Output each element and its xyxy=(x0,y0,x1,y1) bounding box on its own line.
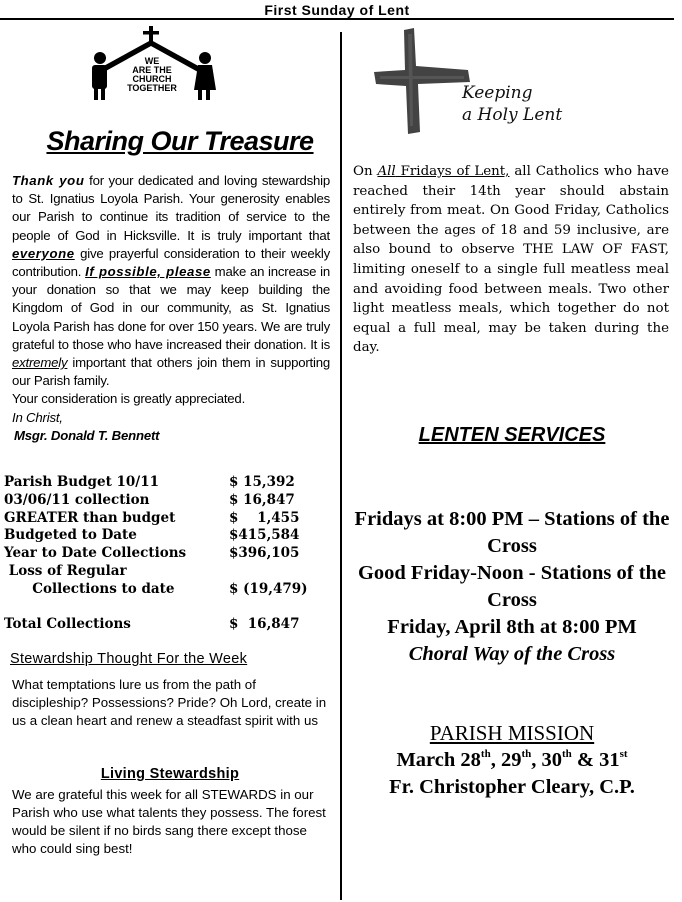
date: March 28 xyxy=(396,749,481,771)
finance-row xyxy=(4,474,324,492)
letter-text: give prayerful consideration to their weekly contribution. xyxy=(12,245,330,280)
fast-fridays: Fridays of Lent, xyxy=(395,164,510,179)
living-stewardship-text: We are grateful this week for all STEWARDS in our Parish who use what talents they possess. The forest would be silent if no birds sang there except those who could sing best! xyxy=(12,787,326,856)
stewardship-thought-heading: Stewardship Thought For the Week xyxy=(10,651,248,667)
service-item: Good Friday-Noon - Stations of the Cross xyxy=(357,562,667,611)
service-item: Friday, April 8th at 8:00 PM xyxy=(387,616,637,638)
signature: Msgr. Donald T. Bennett xyxy=(14,427,160,443)
emphasis-everyone: everyone xyxy=(12,245,75,261)
ordinal: th xyxy=(521,748,532,760)
holy-lent-cross-graphic xyxy=(370,26,640,136)
fast-abstinence-text xyxy=(353,162,669,358)
finance-row xyxy=(4,599,324,617)
finance-table xyxy=(4,474,324,634)
fast-all: All xyxy=(377,164,396,179)
thank-you: Thank you xyxy=(12,173,85,188)
finance-label: Parish Budget 10/11 xyxy=(4,474,160,490)
finance-value: $396,105 xyxy=(229,545,300,562)
logo-text: WE xyxy=(144,56,160,66)
graphic-text: a Holy Lent xyxy=(462,105,563,125)
finance-row xyxy=(4,510,324,528)
finance-row xyxy=(4,581,324,599)
stewardship-thought-text: What temptations lure us from the path of discipleship? Possessions? Pride? Oh Lord, create in us a clean heart and renew a steadfast spirit with us xyxy=(12,677,327,728)
section-title: Sharing Our Treasure xyxy=(46,126,314,156)
letter-text: important that others join them in supporting our Parish family. xyxy=(12,355,330,389)
emphasis-extremely: extremely xyxy=(12,355,68,371)
finance-label: Budgeted to Date xyxy=(4,527,137,544)
svg-text:TOGETHER: TOGETHER xyxy=(127,83,177,93)
finance-label: Loss of Regular xyxy=(4,562,127,579)
mission-heading: PARISH MISSION xyxy=(429,721,595,745)
finance-value: $ 15,392 xyxy=(229,474,295,490)
lenten-services-heading: LENTEN SERVICES xyxy=(418,424,606,446)
svg-text:CHURCH: CHURCH xyxy=(132,74,172,84)
finance-label: 03/06/11 collection xyxy=(4,491,150,508)
finance-value: $415,584 xyxy=(229,527,300,544)
letter-text: make an increase in your donation so that we may keep building the Kingdom of God in our community, as St. Ignatius Loyola Parish has done for over 150 years. We are truly grateful to those who have increased their donation. It is xyxy=(12,264,330,352)
letter-text: for your dedicated and loving stewardship to St. Ignatius Loyola Parish. Your generosity enables our Parish to continue its tradition of service to the people of God in Hicksville. It is truly important that xyxy=(12,173,330,243)
finance-label: Collections to date xyxy=(4,580,175,597)
lenten-services-list xyxy=(342,506,682,668)
in-christ: In Christ, xyxy=(12,409,63,425)
finance-value: $ 16,847 xyxy=(229,491,295,508)
ordinal: th xyxy=(480,748,491,760)
finance-value: $ 16,847 xyxy=(229,616,300,633)
choral-way: Choral Way of the Cross xyxy=(408,643,616,665)
finance-row xyxy=(4,563,324,581)
finance-label xyxy=(4,599,229,617)
finance-row xyxy=(4,616,324,634)
finance-row xyxy=(4,492,324,510)
closing: Your consideration is greatly appreciated. xyxy=(12,391,246,407)
ordinal: st xyxy=(619,748,628,760)
emphasis-if-possible: If possible, please xyxy=(85,264,211,280)
page-header: First Sunday of Lent xyxy=(0,0,674,20)
mission-dates xyxy=(342,747,682,774)
finance-label: Year to Date Collections xyxy=(4,545,187,562)
fast-text: all Catholics who have reached their 14th year should abstain entirely from meat. On Good Friday, Catholics between the ages of 18 and 59 inclusive, are also bound to observe THE LAW OF FAST, limiting oneself to a single full meatless meal and avoiding food between meals. Two other light meatless meals, which together do not equal a full meal, may be taken during the day. xyxy=(353,164,669,356)
finance-label: Total Collections xyxy=(4,616,131,633)
date: & 31 xyxy=(571,749,620,771)
finance-value: $ (19,479) xyxy=(229,580,308,597)
finance-label: GREATER than budget xyxy=(4,509,176,526)
ordinal: th xyxy=(561,748,572,760)
church-together-logo xyxy=(88,26,218,102)
parish-mission xyxy=(342,720,682,801)
mission-preacher: Fr. Christopher Cleary, C.P. xyxy=(389,776,635,798)
living-stewardship-heading: Living Stewardship xyxy=(100,766,240,782)
service-item: Fridays at 8:00 PM – Stations of the Cross xyxy=(354,508,670,557)
finance-value: $ 1,455 xyxy=(229,509,300,526)
fast-text: On xyxy=(353,164,378,179)
finance-row xyxy=(4,527,324,545)
svg-text:ARE THE: ARE THE xyxy=(132,65,172,75)
finance-row xyxy=(4,545,324,563)
date: , 29 xyxy=(490,749,522,771)
pastor-letter xyxy=(12,172,330,445)
date: , 30 xyxy=(531,749,562,771)
graphic-text: Keeping xyxy=(462,83,533,103)
